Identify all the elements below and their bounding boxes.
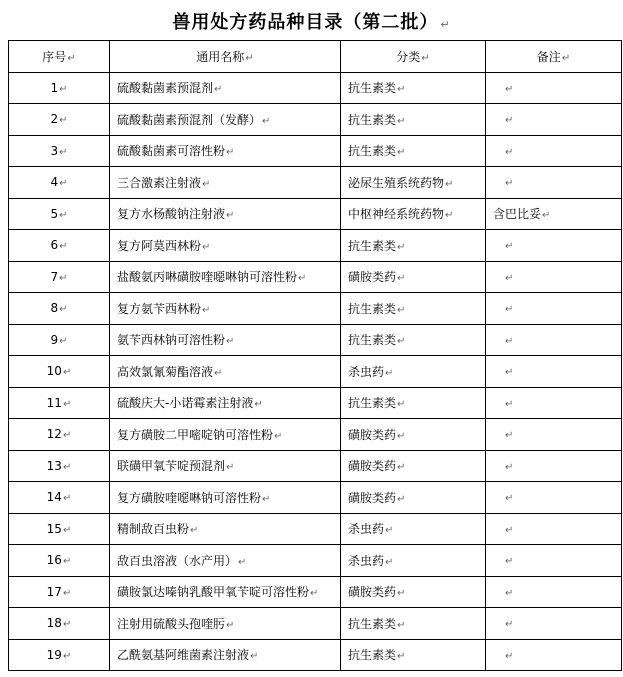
cell-category: 杀虫药↵ — [341, 545, 486, 577]
table-row — [9, 608, 622, 640]
cell-serial: 9↵ — [9, 324, 110, 356]
cell-serial: 8↵ — [9, 293, 110, 325]
table-row — [9, 72, 622, 104]
cell-name: 硫酸黏菌素预混剂↵ — [110, 72, 341, 104]
cell-category: 磺胺类药↵ — [341, 261, 486, 293]
cell-name: 乙酰氨基阿维菌素注射液↵ — [110, 639, 341, 671]
cell-serial: 1↵ — [9, 72, 110, 104]
cell-category: 杀虫药↵ — [341, 513, 486, 545]
cell-serial: 6↵ — [9, 230, 110, 262]
cell-serial: 10↵ — [9, 356, 110, 388]
cell-category: 抗生素类↵ — [341, 230, 486, 262]
title-text: 兽用处方药品种目录（第二批） — [172, 12, 439, 33]
cell-category: 抗生素类↵ — [341, 293, 486, 325]
cell-note: ↵ — [486, 167, 622, 199]
table-row — [9, 387, 622, 419]
table-row — [9, 167, 622, 199]
cell-note: 含巴比妥↵ — [486, 198, 622, 230]
cell-name: 复方阿莫西林粉↵ — [110, 230, 341, 262]
document-title — [0, 8, 623, 34]
table-row — [9, 450, 622, 482]
cell-note: ↵ — [486, 135, 622, 167]
table-row — [9, 324, 622, 356]
cell-serial: 5↵ — [9, 198, 110, 230]
cell-serial: 7↵ — [9, 261, 110, 293]
table-row — [9, 261, 622, 293]
header-category: 分类↵ — [341, 41, 486, 73]
cell-category: 磺胺类药↵ — [341, 482, 486, 514]
cell-note: ↵ — [486, 576, 622, 608]
cell-category: 泌尿生殖系统药物↵ — [341, 167, 486, 199]
cell-category: 磺胺类药↵ — [341, 419, 486, 451]
cell-name: 盐酸氨丙啉磺胺喹噁啉钠可溶性粉↵ — [110, 261, 341, 293]
cell-note: ↵ — [486, 230, 622, 262]
cell-serial: 14↵ — [9, 482, 110, 514]
cell-note: ↵ — [486, 104, 622, 136]
cell-name: 三合激素注射液↵ — [110, 167, 341, 199]
cell-name: 精制敌百虫粉↵ — [110, 513, 341, 545]
cell-category: 杀虫药↵ — [341, 356, 486, 388]
cell-note: ↵ — [486, 324, 622, 356]
header-name: 通用名称↵ — [110, 41, 341, 73]
cell-name: 硫酸庆大-小诺霉素注射液↵ — [110, 387, 341, 419]
cell-note: ↵ — [486, 261, 622, 293]
cell-serial: 17↵ — [9, 576, 110, 608]
table-row — [9, 419, 622, 451]
cell-note: ↵ — [486, 419, 622, 451]
header-note: 备注↵ — [486, 41, 622, 73]
cell-name: 复方氨苄西林粉↵ — [110, 293, 341, 325]
cell-category: 磺胺类药↵ — [341, 450, 486, 482]
cell-category: 磺胺类药↵ — [341, 576, 486, 608]
cell-serial: 12↵ — [9, 419, 110, 451]
cell-name: 磺胺氯达嗪钠乳酸甲氧苄啶可溶性粉↵ — [110, 576, 341, 608]
table-header-row — [9, 41, 622, 73]
cell-note: ↵ — [486, 482, 622, 514]
table-row — [9, 356, 622, 388]
drug-catalog-table — [8, 40, 622, 671]
cell-serial: 15↵ — [9, 513, 110, 545]
cell-category: 抗生素类↵ — [341, 72, 486, 104]
cell-name: 敌百虫溶液（水产用）↵ — [110, 545, 341, 577]
cell-note: ↵ — [486, 513, 622, 545]
table-row — [9, 576, 622, 608]
cell-category: 抗生素类↵ — [341, 639, 486, 671]
cell-note: ↵ — [486, 356, 622, 388]
cell-note: ↵ — [486, 72, 622, 104]
cell-serial: 4↵ — [9, 167, 110, 199]
table-row — [9, 639, 622, 671]
cell-category: 抗生素类↵ — [341, 608, 486, 640]
table-row — [9, 198, 622, 230]
cell-note: ↵ — [486, 545, 622, 577]
cell-category: 抗生素类↵ — [341, 387, 486, 419]
cell-note: ↵ — [486, 608, 622, 640]
table-row — [9, 545, 622, 577]
table-row — [9, 104, 622, 136]
cell-note: ↵ — [486, 387, 622, 419]
cell-serial: 16↵ — [9, 545, 110, 577]
cell-serial: 2↵ — [9, 104, 110, 136]
table-row — [9, 135, 622, 167]
table-row — [9, 293, 622, 325]
cell-category: 抗生素类↵ — [341, 324, 486, 356]
cell-name: 硫酸黏菌素预混剂（发酵）↵ — [110, 104, 341, 136]
cell-serial: 19↵ — [9, 639, 110, 671]
paragraph-mark: ↵ — [440, 18, 451, 31]
cell-serial: 13↵ — [9, 450, 110, 482]
cell-note: ↵ — [486, 450, 622, 482]
cell-serial: 18↵ — [9, 608, 110, 640]
table-row — [9, 482, 622, 514]
cell-note: ↵ — [486, 639, 622, 671]
cell-name: 硫酸黏菌素可溶性粉↵ — [110, 135, 341, 167]
cell-name: 注射用硫酸头孢喹肟↵ — [110, 608, 341, 640]
table-row — [9, 230, 622, 262]
header-serial: 序号↵ — [9, 41, 110, 73]
cell-serial: 3↵ — [9, 135, 110, 167]
cell-category: 中枢神经系统药物↵ — [341, 198, 486, 230]
cell-name: 复方磺胺二甲嘧啶钠可溶性粉↵ — [110, 419, 341, 451]
cell-name: 联磺甲氧苄啶预混剂↵ — [110, 450, 341, 482]
cell-name: 氨苄西林钠可溶性粉↵ — [110, 324, 341, 356]
cell-note: ↵ — [486, 293, 622, 325]
cell-name: 复方磺胺喹噁啉钠可溶性粉↵ — [110, 482, 341, 514]
cell-name: 高效氯氰菊酯溶液↵ — [110, 356, 341, 388]
cell-name: 复方水杨酸钠注射液↵ — [110, 198, 341, 230]
table-row — [9, 513, 622, 545]
cell-category: 抗生素类↵ — [341, 104, 486, 136]
cell-serial: 11↵ — [9, 387, 110, 419]
cell-category: 抗生素类↵ — [341, 135, 486, 167]
